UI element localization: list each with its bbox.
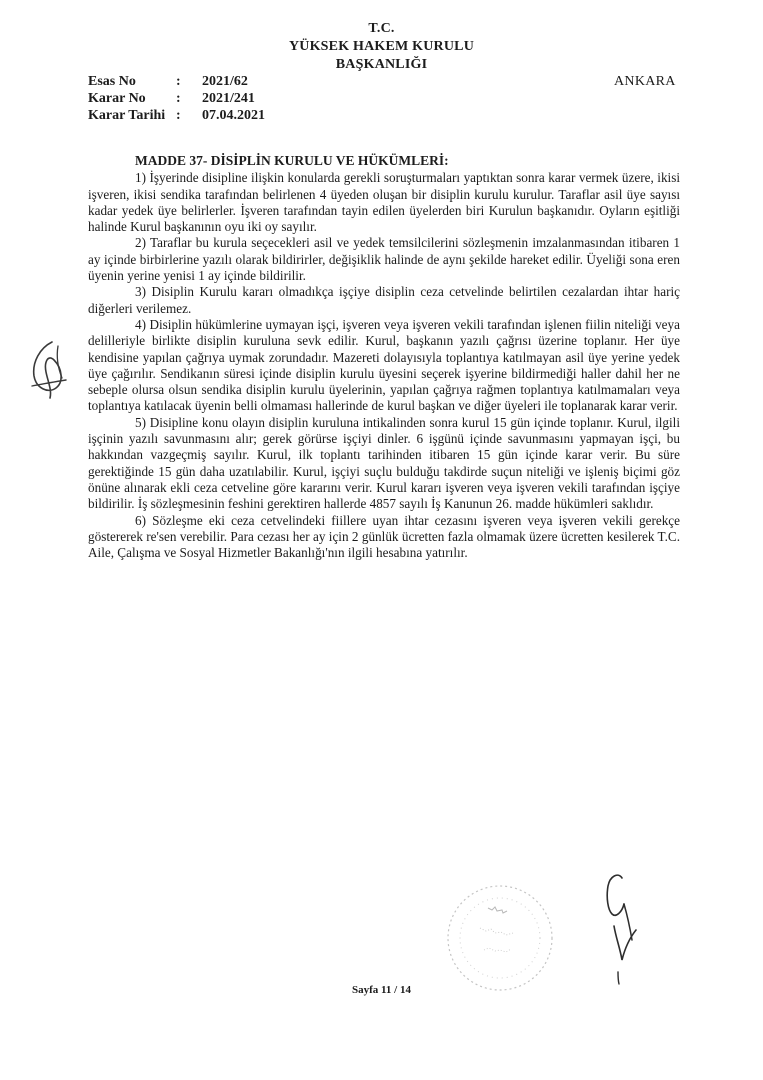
meta-value: 2021/241	[202, 91, 255, 106]
article-paragraph-1: 1) İşyerinde disipline ilişkin konularda gerekli soruşturmaları yaptıktan sonra karar vermek üzere, ikisi işveren, ikisi sendika tarafından belirlenen 4 üyeden oluşan bir disiplin kurulu kurulur. Taraflar asil üye sayısı kadar yedek üye belirlerler. İşveren tarafından tayin edilen üyelerden biri Kurulun başkanıdır. Oyların eşitliği halinde Kurul başkanının oyu iki oy sayılır.	[88, 170, 680, 235]
meta-label: Karar Tarihi	[88, 108, 166, 123]
case-metadata	[88, 73, 265, 124]
meta-colon: :	[176, 108, 181, 123]
article-paragraph-5: 5) Disipline konu olayın disiplin kuruluna intikalinden sonra kurul 15 gün içinde toplanır. Kurul, ilgili işçinin yazılı savunmasını alır; gerek görürse işçiyi dinler. 6 işgünü içinde savunmasını yapmayan işçi, bu hakkından vazgeçmiş sayılır. Kurul, ilk toplantı tarihinden itibaren 15 gün içinde karar verir. Bu süre gerektiğinde 15 gün daha uzatılabilir. Kurul, işçiyi suçlu bulduğu takdirde suçun niteliği ve işleniş biçimi göz önüne alınarak ekli ceza cetveline göre kararını verir. Kurul kararı işveren veya işveren vekili tarafından işçiye bildirilir. İş sözleşmesinin feshini gerektiren hallerde 4857 sayılı İş Kanunun 26. madde hükümleri saklıdır.	[88, 414, 680, 512]
signature	[588, 868, 658, 988]
meta-value: 2021/62	[202, 74, 248, 89]
article-body	[88, 153, 680, 561]
meta-row-karar-tarihi	[88, 107, 265, 124]
meta-colon: :	[176, 91, 181, 106]
meta-label: Esas No	[88, 74, 136, 89]
faded-official-stamp	[440, 878, 560, 998]
article-paragraph-3: 3) Disiplin Kurulu kararı olmadıkça işçiye disiplin ceza cetvelinde belirtilen cezalardan ihtar hariç diğerleri verilemez.	[88, 284, 680, 316]
header-line-presidency: BAŞKANLIĞI	[335, 57, 428, 72]
article-paragraph-2: 2) Taraflar bu kurula seçecekleri asil ve yedek temsilcilerini sözleşmenin imzalanmasından itibaren 1 ay içinde birbirlerine yazılı olarak bildirirler, değişiklik halinde de aynı şekilde hareket edilir. Üyeliği sona eren üyenin yerine yenisi 1 ay içinde bildirilir.	[88, 235, 680, 284]
header-line-institution: YÜKSEK HAKEM KURULU	[288, 39, 475, 54]
article-title: MADDE 37- DİSİPLİN KURULU VE HÜKÜMLERİ:	[135, 153, 449, 168]
margin-initials-signature	[22, 338, 72, 400]
meta-value: 07.04.2021	[202, 108, 265, 123]
city-label: ANKARA	[614, 74, 676, 89]
meta-row-karar	[88, 90, 265, 107]
meta-label: Karar No	[88, 91, 146, 106]
page-number: Sayfa 11 / 14	[352, 984, 411, 996]
document-header	[0, 20, 763, 74]
meta-row-esas	[88, 73, 265, 90]
article-paragraph-6: 6) Sözleşme eki ceza cetvelindeki fiillere uyan ihtar cezasını işveren veya işveren vekili gerekçe göstererek re'sen verebilir. Para cezası her ay için 2 günlük ücretten fazla olmamak üzere ücretten kesilerek T.C. Aile, Çalışma ve Sosyal Hizmetler Bakanlığı'nın ilgili hesabına yatırılır.	[88, 512, 680, 561]
article-paragraph-4: 4) Disiplin hükümlerine uymayan işçi, işveren veya işveren vekili tarafından işlenen fiilin niteliği veya delilleriyle birlikte disiplin kuruluna sevk edilir. Kurul, başkanın yazılı çağrısı üzerine toplanır. Her üye kendisine yapılan çağrıya uymak zorundadır. Mazereti dolayısıyla toplantıya katılmayan asil üye yerine yedek üye çağırılır. Sendikanın süresi içinde disiplin kurulu üyesini seçerek işyerine bildirmediği haller dahil her ne sebeple olursa olsun sendika disiplin kurulu üyelerinin, yapılan çağrıya rağmen toplantıya katılmamaları veya toplantıya katılacak üyenin belli olmaması hallerinde de kurul başkan ve diğer üyeleri ile toplanarak karar verir.	[88, 316, 680, 414]
header-line-tc: T.C.	[368, 21, 395, 36]
meta-colon: :	[176, 74, 181, 89]
